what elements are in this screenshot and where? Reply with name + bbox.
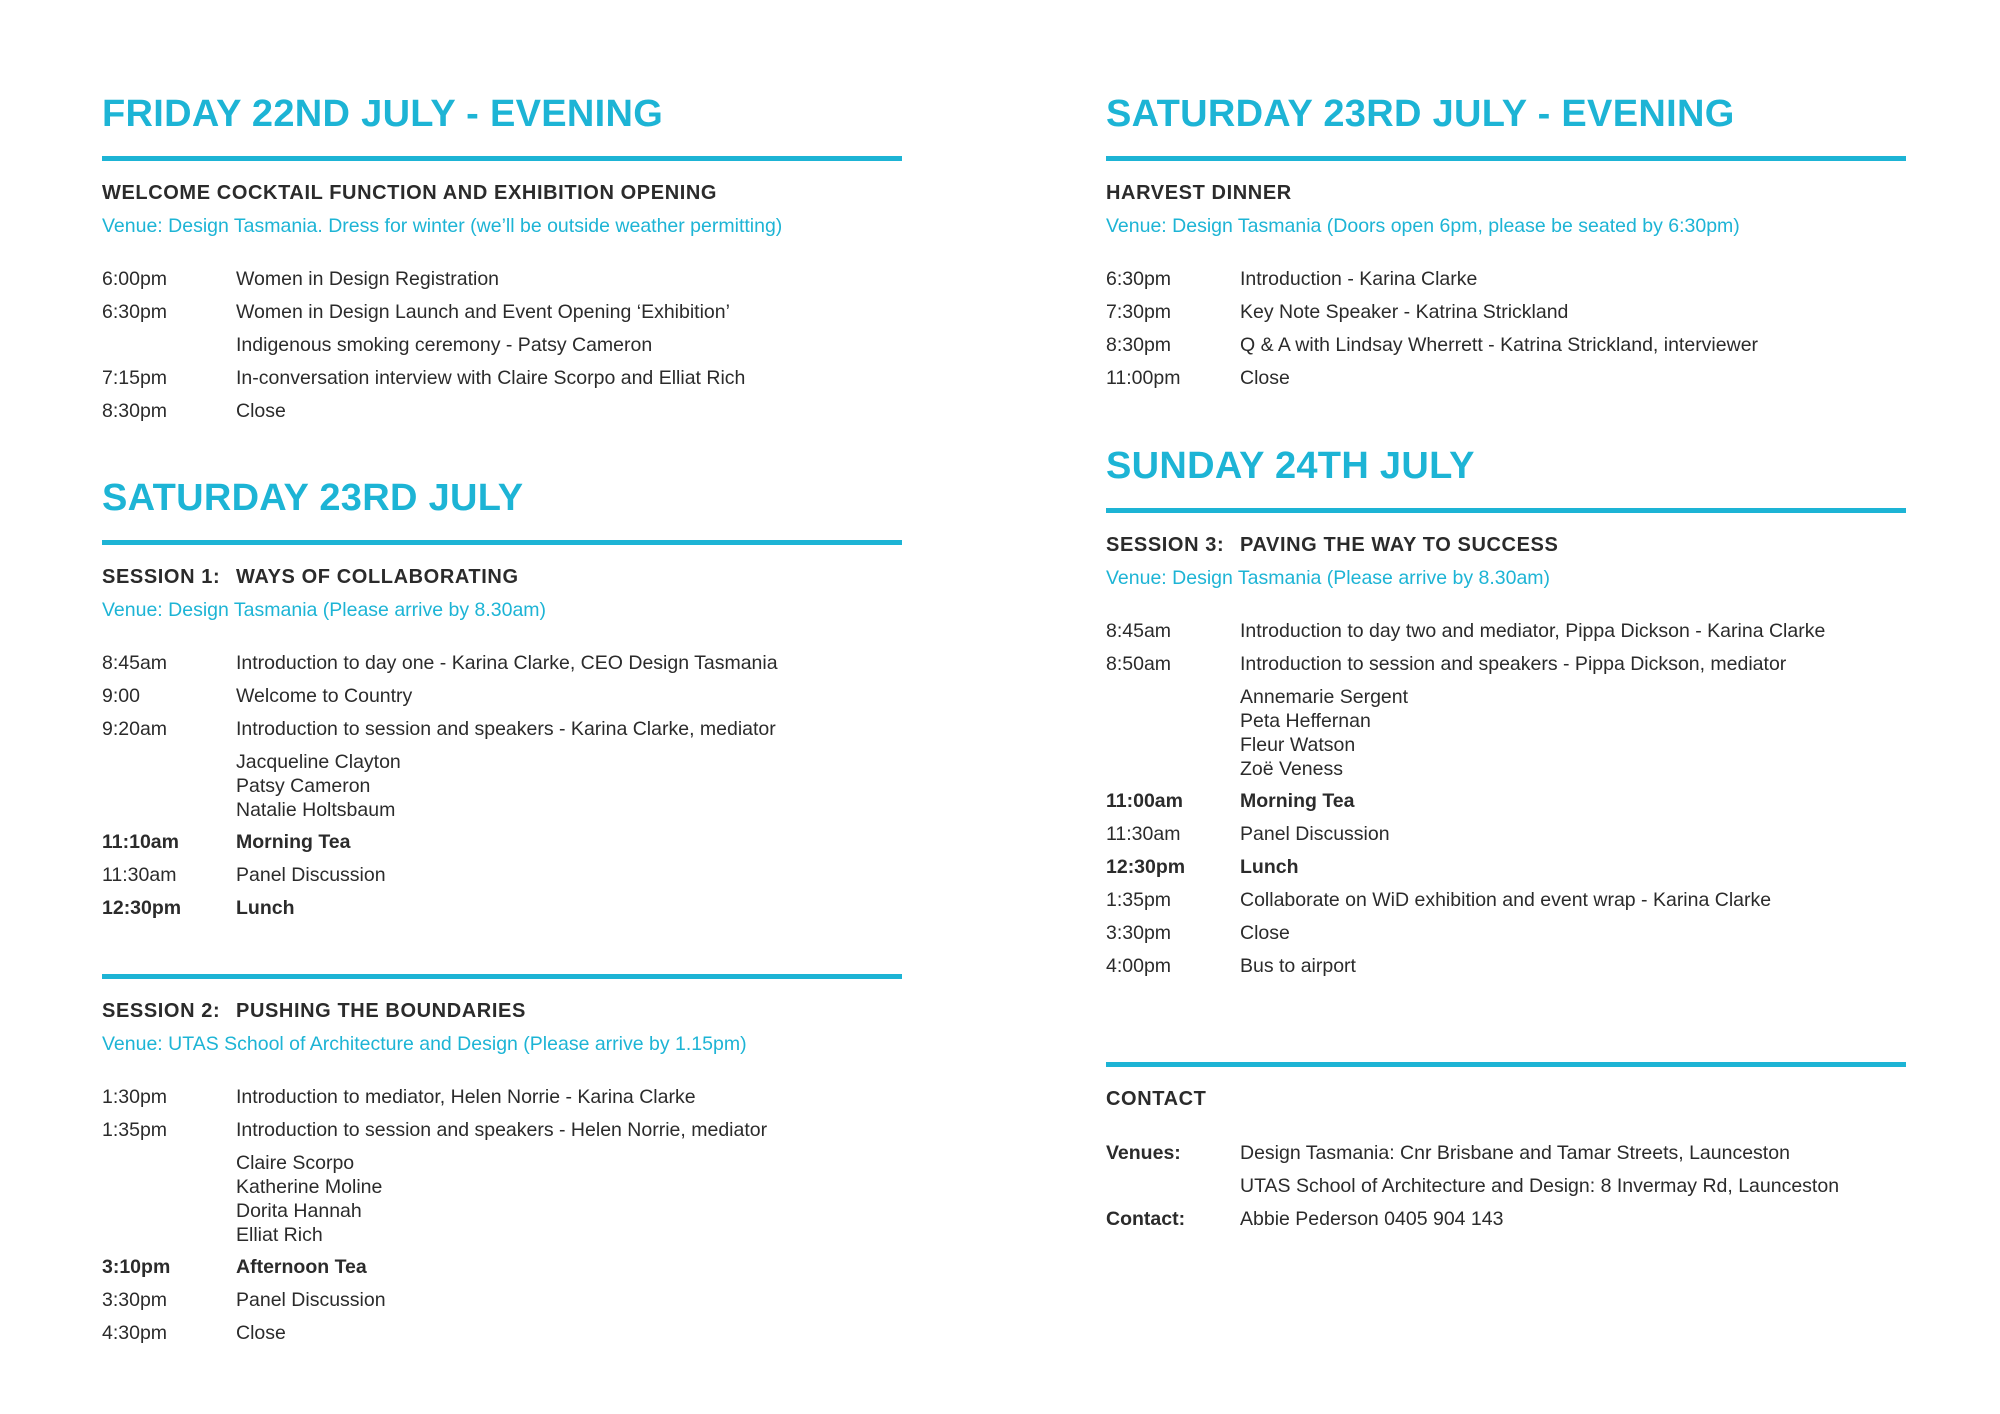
venue-address: UTAS School of Architecture and Design: 8 Invermay Rd, Launceston	[1240, 1175, 1840, 1197]
schedule-desc: Panel Discussion	[236, 1289, 386, 1311]
schedule-row	[1106, 329, 1906, 362]
schedule-row	[102, 680, 902, 713]
schedule-desc: Key Note Speaker - Katrina Strickland	[1240, 301, 1569, 323]
session-1-schedule	[102, 647, 902, 925]
session-2-title	[102, 995, 902, 1027]
schedule-desc: In-conversation interview with Claire Scorpo and Elliat Rich	[236, 367, 746, 389]
contact-details	[1106, 1137, 1906, 1236]
session-3-schedule	[1106, 615, 1906, 983]
session-2-schedule	[102, 1081, 902, 1350]
schedule-time	[102, 329, 236, 362]
contact-section	[1106, 1062, 1906, 1236]
saturday-section	[102, 470, 902, 925]
schedule-time: 3:10pm	[102, 1256, 171, 1278]
schedule-row	[102, 329, 902, 362]
schedule-time: 11:30am	[102, 864, 177, 886]
speaker-list	[1106, 681, 1906, 785]
schedule-time: 11:10am	[102, 831, 179, 853]
schedule-time: 7:15pm	[102, 367, 168, 389]
schedule-desc: Close	[236, 1322, 286, 1344]
contact-label: Contact:	[1106, 1208, 1186, 1230]
schedule-row	[1106, 851, 1906, 884]
section-divider	[1106, 508, 1906, 513]
friday-session-title	[102, 177, 902, 209]
schedule-time: 8:45am	[102, 652, 168, 674]
session-name: WAYS OF COLLABORATING	[236, 566, 519, 588]
schedule-row	[1106, 648, 1906, 681]
schedule-desc: Introduction to session and speakers - Helen Norrie, mediator	[236, 1119, 768, 1141]
schedule-time: 12:30pm	[102, 897, 182, 919]
sunday-heading: SUNDAY 24TH JULY	[1106, 445, 1475, 487]
speaker-name: Annemarie Sergent	[1240, 686, 1409, 708]
friday-evening-section	[102, 86, 902, 428]
section-divider	[1106, 1062, 1906, 1067]
schedule-time: 11:00am	[1106, 790, 1183, 812]
schedule-desc: Introduction to day two and mediator, Pippa Dickson - Karina Clarke	[1240, 620, 1826, 642]
schedule-time: 1:30pm	[102, 1086, 168, 1108]
speaker-name: Claire Scorpo	[236, 1152, 355, 1174]
sunday-section	[1106, 438, 1906, 983]
schedule-time: 8:45am	[1106, 620, 1172, 642]
schedule-desc: Women in Design Registration	[236, 268, 500, 290]
contact-row	[1106, 1203, 1906, 1236]
schedule-row	[102, 826, 902, 859]
schedule-row	[1106, 615, 1906, 648]
schedule-row	[102, 1284, 902, 1317]
schedule-desc: Afternoon Tea	[236, 1256, 367, 1278]
section-divider	[102, 156, 902, 161]
section-divider	[102, 974, 902, 979]
schedule-time: 7:30pm	[1106, 301, 1172, 323]
schedule-time: 1:35pm	[102, 1119, 168, 1141]
schedule-row	[1106, 785, 1906, 818]
schedule-desc: Women in Design Launch and Event Opening ‘Exhibition’	[236, 301, 730, 323]
schedule-desc: Panel Discussion	[1240, 823, 1390, 845]
schedule-desc: Collaborate on WiD exhibition and event wrap - Karina Clarke	[1240, 889, 1772, 911]
schedule-row	[102, 395, 902, 428]
schedule-time: 4:30pm	[102, 1322, 168, 1344]
schedule-time: 11:30am	[1106, 823, 1181, 845]
schedule-desc: Introduction to mediator, Helen Norrie - Karina Clarke	[236, 1086, 696, 1108]
schedule-row	[102, 647, 902, 680]
speaker-name: Fleur Watson	[1240, 734, 1356, 756]
schedule-row	[1106, 884, 1906, 917]
schedule-time: 1:35pm	[1106, 889, 1172, 911]
schedule-desc: Q & A with Lindsay Wherrett - Katrina Strickland, interviewer	[1240, 334, 1759, 356]
schedule-desc: Introduction to session and speakers - Pippa Dickson, mediator	[1240, 653, 1787, 675]
schedule-row	[1106, 950, 1906, 983]
session-2-venue: Venue: UTAS School of Architecture and Design (Please arrive by 1.15pm)	[102, 1033, 747, 1055]
saturday-evening-schedule	[1106, 263, 1906, 395]
speaker-name: Patsy Cameron	[236, 775, 371, 797]
session-2-section	[102, 974, 902, 1350]
session-name: HARVEST DINNER	[1106, 182, 1292, 204]
schedule-row	[102, 1114, 902, 1147]
harvest-dinner-title	[1106, 177, 1906, 209]
section-divider	[102, 540, 902, 545]
schedule-row	[1106, 818, 1906, 851]
schedule-desc: Bus to airport	[1240, 955, 1356, 977]
schedule-row	[1106, 362, 1906, 395]
schedule-time: 8:50am	[1106, 653, 1172, 675]
schedule-desc: Close	[236, 400, 286, 422]
schedule-desc: Morning Tea	[236, 831, 351, 853]
empty-label	[1106, 1170, 1240, 1203]
speaker-name: Zoë Veness	[1240, 758, 1343, 780]
session-1-venue: Venue: Design Tasmania (Please arrive by 8.30am)	[102, 599, 547, 621]
speaker-name: Dorita Hannah	[236, 1200, 362, 1222]
session-name: PAVING THE WAY TO SUCCESS	[1240, 534, 1559, 556]
schedule-row	[1106, 296, 1906, 329]
schedule-time: 6:30pm	[102, 301, 168, 323]
schedule-time: 6:00pm	[102, 268, 168, 290]
speaker-name: Natalie Holtsbaum	[236, 799, 396, 821]
schedule-row	[102, 1317, 902, 1350]
schedule-desc: Welcome to Country	[236, 685, 413, 707]
schedule-desc: Introduction to day one - Karina Clarke, CEO Design Tasmania	[236, 652, 778, 674]
saturday-evening-heading: SATURDAY 23RD JULY - EVENING	[1106, 93, 1735, 135]
schedule-time: 12:30pm	[1106, 856, 1186, 878]
schedule-row	[102, 713, 902, 746]
speaker-name: Peta Heffernan	[1240, 710, 1371, 732]
schedule-row	[102, 1081, 902, 1114]
schedule-row	[102, 362, 902, 395]
friday-schedule	[102, 263, 902, 428]
schedule-desc: Close	[1240, 922, 1290, 944]
schedule-time: 9:00	[102, 685, 140, 707]
speaker-name: Jacqueline Clayton	[236, 751, 401, 773]
schedule-desc: Panel Discussion	[236, 864, 386, 886]
schedule-row	[102, 296, 902, 329]
session-1-title	[102, 561, 902, 593]
contact-person: Abbie Pederson 0405 904 143	[1240, 1208, 1504, 1230]
speaker-name: Katherine Moline	[236, 1176, 383, 1198]
schedule-time: 9:20am	[102, 718, 168, 740]
schedule-time: 6:30pm	[1106, 268, 1172, 290]
venues-label: Venues:	[1106, 1142, 1181, 1164]
speaker-list	[102, 746, 902, 826]
schedule-desc: Introduction - Karina Clarke	[1240, 268, 1478, 290]
friday-session-name: WELCOME COCKTAIL FUNCTION AND EXHIBITION OPENING	[102, 182, 718, 204]
schedule-time: 8:30pm	[1106, 334, 1172, 356]
session-name: PUSHING THE BOUNDARIES	[236, 1000, 526, 1022]
speaker-name: Elliat Rich	[236, 1224, 323, 1246]
schedule-desc: Close	[1240, 367, 1290, 389]
schedule-time: 3:30pm	[1106, 922, 1172, 944]
contact-title: CONTACT	[1106, 1088, 1207, 1110]
schedule-desc: Introduction to session and speakers - Karina Clarke, mediator	[236, 718, 776, 740]
schedule-time: 11:00pm	[1106, 367, 1181, 389]
schedule-time: 3:30pm	[102, 1289, 168, 1311]
saturday-evening-section	[1106, 86, 1906, 395]
schedule-time: 8:30pm	[102, 400, 168, 422]
schedule-row	[102, 1251, 902, 1284]
venue-address: Design Tasmania: Cnr Brisbane and Tamar Streets, Launceston	[1240, 1142, 1790, 1164]
schedule-row	[1106, 263, 1906, 296]
session-label: SESSION 3:	[1106, 534, 1225, 556]
schedule-desc: Indigenous smoking ceremony - Patsy Cameron	[236, 334, 653, 356]
contact-row	[1106, 1170, 1906, 1203]
schedule-desc: Lunch	[236, 897, 295, 919]
harvest-dinner-venue: Venue: Design Tasmania (Doors open 6pm, please be seated by 6:30pm)	[1106, 215, 1740, 237]
schedule-desc: Morning Tea	[1240, 790, 1355, 812]
session-3-title	[1106, 529, 1906, 561]
contact-row	[1106, 1137, 1906, 1170]
schedule-row	[1106, 917, 1906, 950]
schedule-row	[102, 263, 902, 296]
session-label: SESSION 2:	[102, 1000, 221, 1022]
speaker-list	[102, 1147, 902, 1251]
session-3-venue: Venue: Design Tasmania (Please arrive by 8.30am)	[1106, 567, 1551, 589]
session-label: SESSION 1:	[102, 566, 221, 588]
saturday-heading: SATURDAY 23RD JULY	[102, 477, 524, 519]
schedule-desc: Lunch	[1240, 856, 1299, 878]
schedule-row	[102, 859, 902, 892]
friday-venue: Venue: Design Tasmania. Dress for winter (we’ll be outside weather permitting)	[102, 215, 783, 237]
schedule-row	[102, 892, 902, 925]
friday-heading: FRIDAY 22ND JULY - EVENING	[102, 93, 664, 135]
section-divider	[1106, 156, 1906, 161]
schedule-time: 4:00pm	[1106, 955, 1172, 977]
